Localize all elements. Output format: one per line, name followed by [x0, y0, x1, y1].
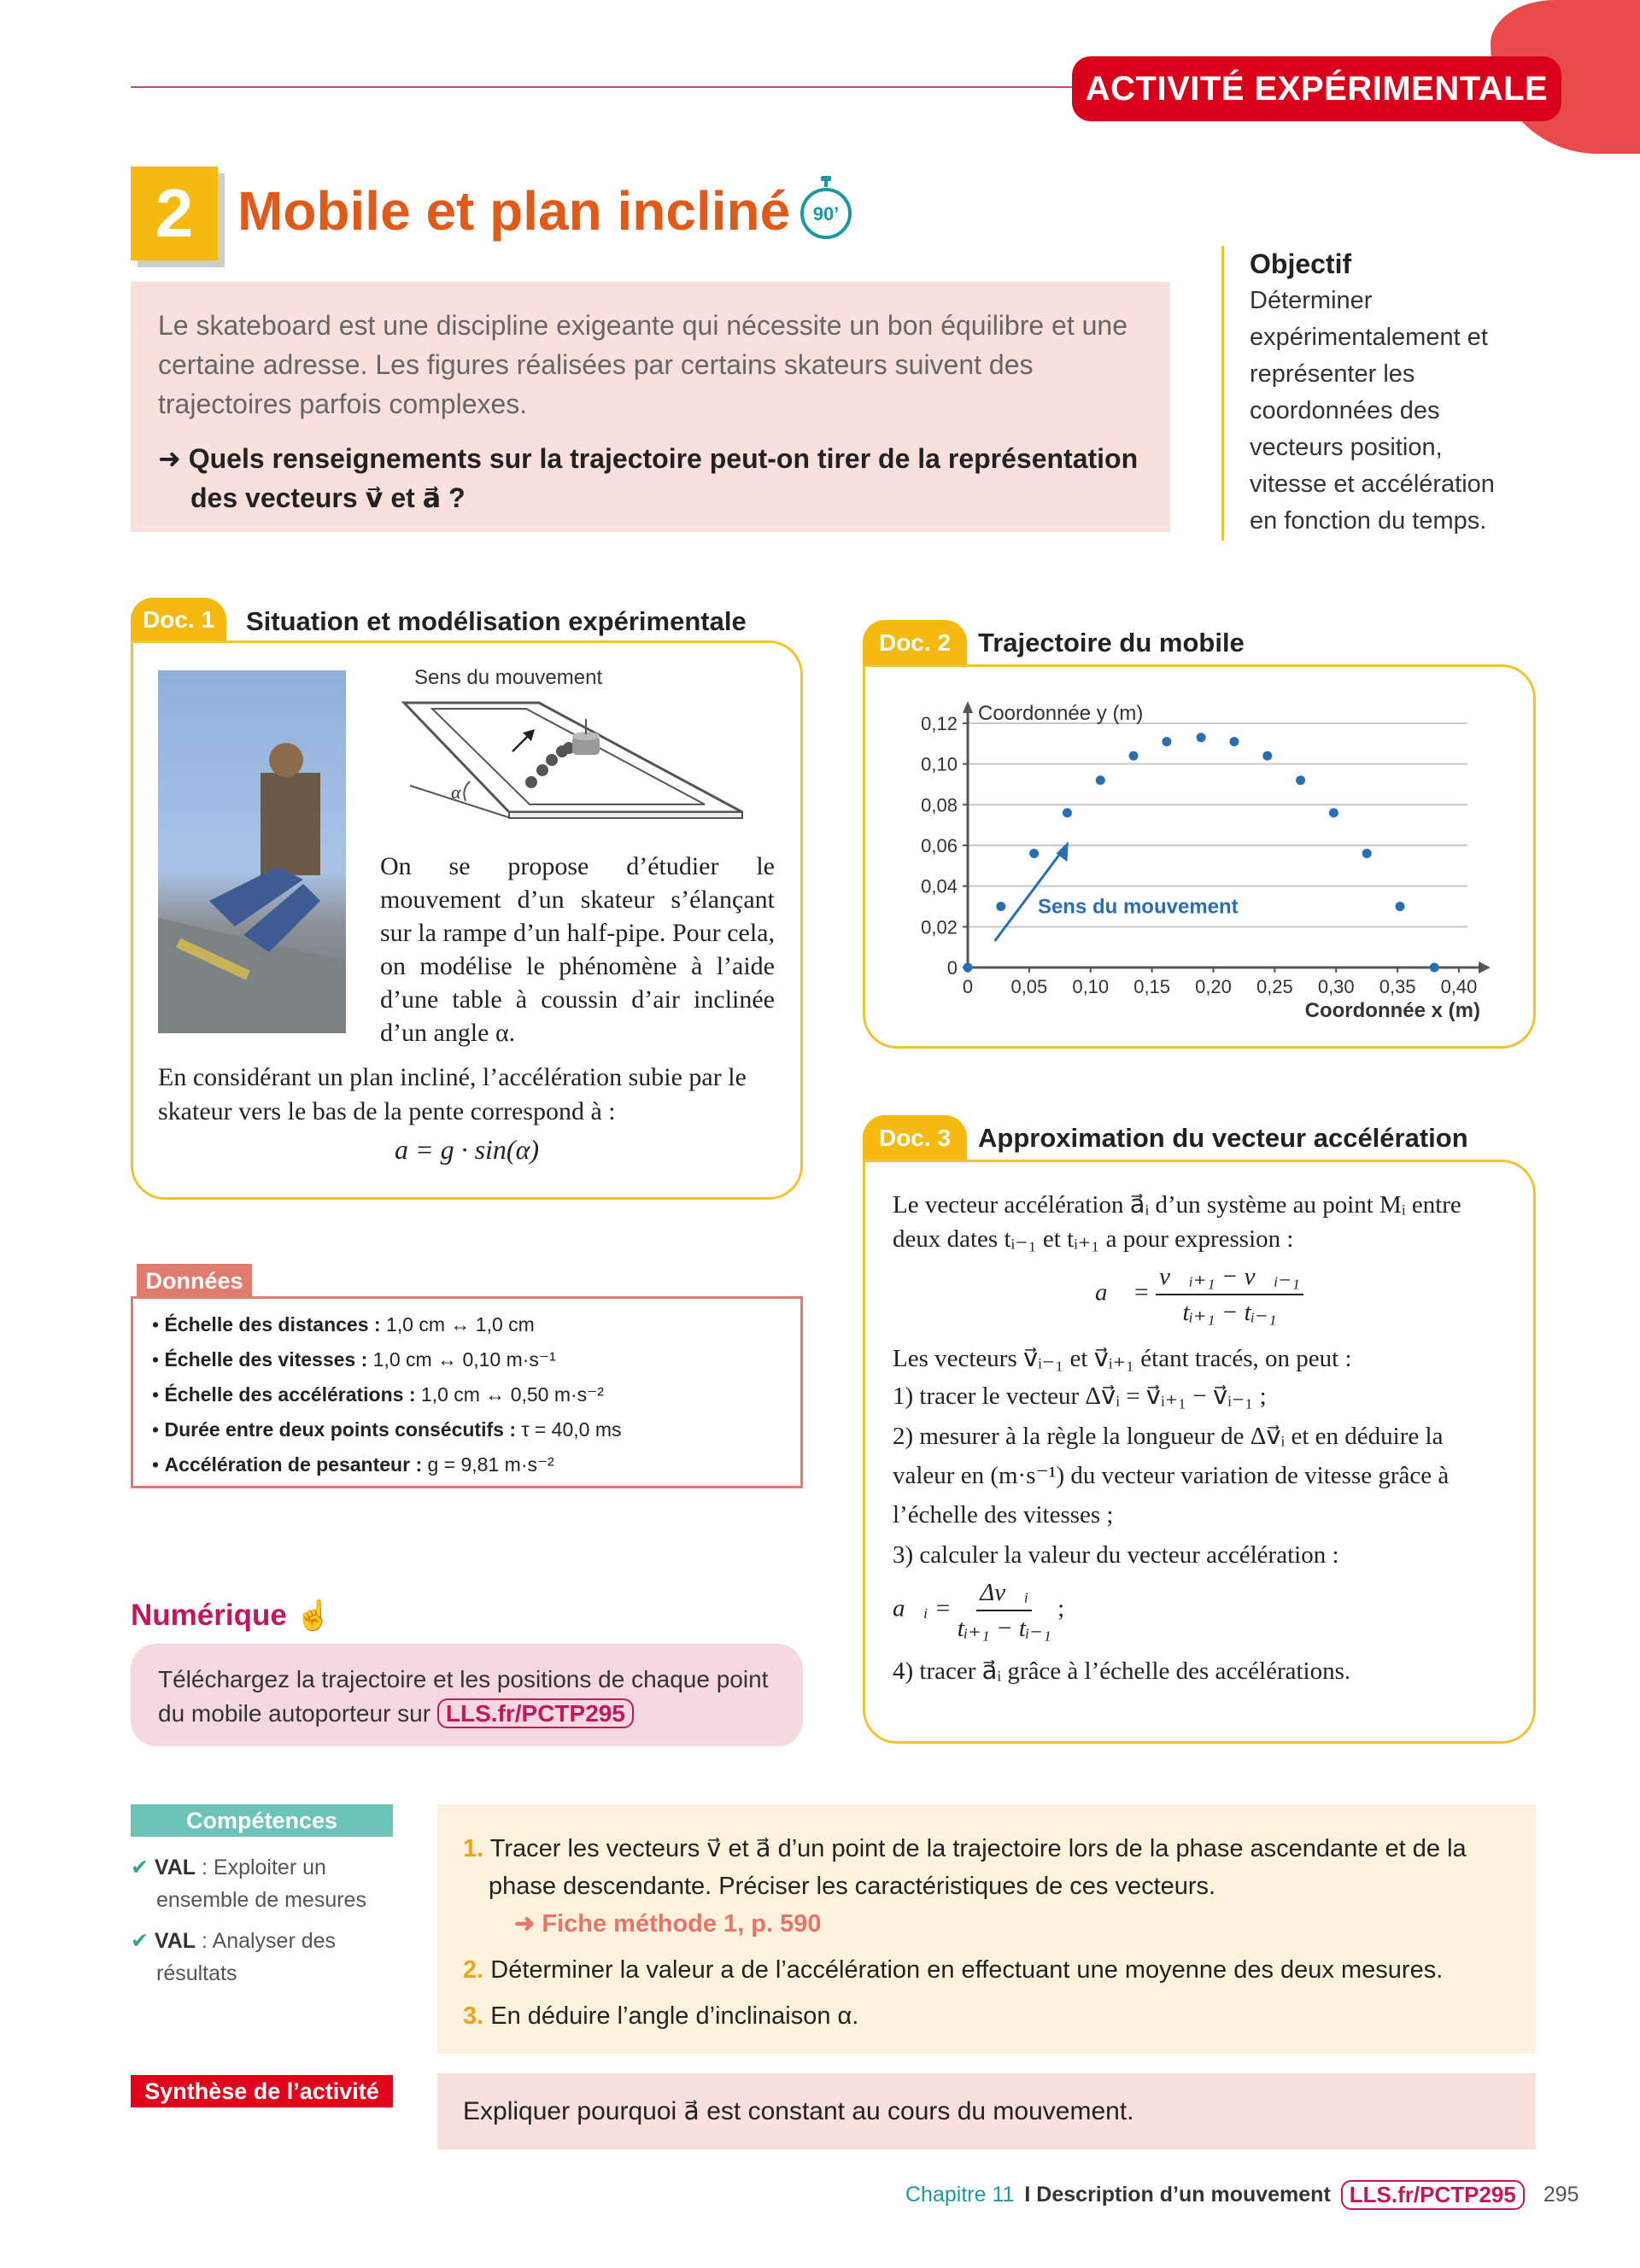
- activity-number: 2: [131, 167, 218, 260]
- objective-text: Déterminer expérimentalement et représenter les coordonnées des vecteurs position, vitesse et accélération en fonction du temps.: [1250, 287, 1495, 535]
- numerique-link[interactable]: LLS.fr/PCTP295: [437, 1698, 634, 1728]
- donnee-item: • Durée entre deux points consécutifs : τ = 40,0 ms: [152, 1418, 622, 1441]
- y-tick-label: 0,04: [921, 875, 958, 897]
- activity-badge: ACTIVITÉ EXPÉRIMENTALE: [1072, 56, 1561, 121]
- intro-text: Le skateboard est une discipline exigeante qui nécessite un bon équilibre et une certaine adresse. Les figures réalisées par certains skateurs suivent des trajectoires parfois complexes.: [158, 310, 1128, 419]
- x-tick-label: 0,20: [1195, 976, 1232, 997]
- doc3-step-2: 2) mesurer à la règle la longueur de Δv⃗ᵢ et en déduire la valeur en (m·s⁻¹) du vecteur variation de vitesse grâce à l’échelle des vitesses ;: [893, 1423, 1450, 1529]
- acceleration-formula: a = g · sin(α): [394, 1134, 540, 1165]
- doc2-box: [863, 664, 1536, 1049]
- objective-title: Objectif: [1250, 248, 1352, 279]
- trajectory-chart: [865, 667, 1533, 1046]
- y-tick-label: 0,06: [921, 835, 958, 856]
- data-point: [1362, 849, 1372, 858]
- method-link[interactable]: ➜ Fiche méthode 1, p. 590: [514, 1910, 822, 1938]
- donnee-item: • Échelle des accélérations : 1,0 cm ↔ 0,50 m·s⁻²: [152, 1383, 604, 1406]
- donnee-item: • Échelle des distances : 1,0 cm ↔ 1,0 cm: [152, 1313, 535, 1336]
- x-tick-label: 0,15: [1133, 976, 1171, 997]
- stopwatch-icon: [799, 176, 853, 241]
- page-title: Mobile et plan incliné: [237, 180, 791, 242]
- doc3-step-4: 4) tracer a⃗ᵢ grâce à l’échelle des accélérations.: [893, 1657, 1351, 1685]
- inclined-plane-diagram: [401, 666, 760, 828]
- data-point: [1029, 849, 1039, 858]
- doc3-box: [863, 1160, 1536, 1744]
- data-point: [964, 963, 973, 973]
- skater-photo: [158, 670, 346, 1033]
- acceleration-vector-formula: a⃗ = $\frac{\text{v⃗ᵢ₊₁ − v⃗ᵢ₋₁}}{\text{tᵢ₊₁ − tᵢ₋₁}}$: [893, 1260, 1506, 1330]
- doc2-title: Trajectoire du mobile: [978, 628, 1245, 658]
- numerique-box: [131, 1644, 803, 1746]
- data-point: [1396, 902, 1405, 911]
- donnees-tab: Données: [137, 1264, 252, 1298]
- y-tick-label: 0: [946, 957, 958, 979]
- footer-section: I Description d’un mouvement: [1024, 2183, 1331, 2207]
- footer: [905, 2180, 1579, 2210]
- doc1-paragraph: On se propose d’étudier le mouvement d’un skateur s’élançant sur la rampe d’un half-pipe. Pour cela, on modélise le phénomène à l’aide d’une table à coussin d’air inclinée d’un angle α.: [380, 852, 775, 1047]
- x-tick-label: 0,10: [1072, 976, 1110, 997]
- x-axis-label: Coordonnée x (m): [1304, 999, 1480, 1022]
- x-tick-label: 0,30: [1317, 976, 1355, 997]
- data-point: [1262, 751, 1272, 761]
- synthese-tab: Synthèse de l’activité: [131, 2075, 393, 2107]
- donnee-item: • Accélération de pesanteur : g = 9,81 m·s⁻²: [152, 1453, 554, 1476]
- header-rule: [131, 86, 1079, 88]
- doc3-title: Approximation du vecteur accélération: [978, 1123, 1468, 1153]
- y-tick-label: 0,02: [921, 916, 958, 938]
- data-point: [996, 902, 1005, 911]
- data-point: [1296, 775, 1305, 785]
- question-3: 3. En déduire l’angle d’inclinaison α.: [463, 2002, 859, 2030]
- x-tick-label: 0,05: [1010, 976, 1048, 997]
- competence-item: ✔ VAL : Exploiter un ensemble de mesures: [131, 1856, 366, 1912]
- doc3-tab: Doc. 3: [863, 1115, 967, 1161]
- x-tick-label: 0,40: [1440, 976, 1478, 997]
- numerique-title: Numérique ☝: [131, 1599, 331, 1632]
- data-point: [1096, 775, 1105, 785]
- y-tick-label: 0,08: [921, 794, 958, 816]
- x-tick-label: 0,25: [1256, 976, 1293, 997]
- doc3-step-1: 1) tracer le vecteur Δv⃗ᵢ = v⃗ᵢ₊₁ − v⃗ᵢ₋₁ ;: [893, 1382, 1267, 1410]
- footer-chapter: Chapitre 11: [905, 2183, 1015, 2207]
- competences-tab: Compétences: [131, 1804, 393, 1837]
- donnee-item: • Échelle des vitesses : 1,0 cm ↔ 0,10 m·s⁻¹: [152, 1348, 556, 1371]
- duration-label: 90’: [812, 203, 840, 225]
- y-tick-label: 0,10: [921, 753, 958, 775]
- footer-link[interactable]: LLS.fr/PCTP295: [1341, 2180, 1525, 2210]
- numerique-text: Téléchargez la trajectoire et les positions de chaque point du mobile autoporteur sur: [158, 1666, 769, 1727]
- motion-annotation: Sens du mouvement: [1037, 895, 1239, 919]
- y-axis-label: Coordonnée y (m): [978, 702, 1144, 725]
- doc3-step-3: 3) calculer la valeur du vecteur accélération :: [893, 1541, 1339, 1569]
- data-point: [1162, 737, 1171, 746]
- doc1-tab: Doc. 1: [131, 598, 226, 642]
- question-1: 1. Tracer les vecteurs v⃗ et a⃗ d’un point de la trajectoire lors de la phase ascendante et de la phase descendante. Préciser les caractéristiques de ces vecteurs. ➜ Fiche méthode 1, p. 590: [463, 1835, 1467, 1938]
- doc2-tab: Doc. 2: [863, 620, 967, 666]
- page-number: 295: [1543, 2183, 1579, 2207]
- data-point: [1430, 963, 1439, 973]
- data-point: [1329, 808, 1338, 817]
- check-icon: ✔: [131, 1856, 149, 1879]
- data-point: [1129, 751, 1139, 761]
- synthese-box: Expliquer pourquoi a⃗ est constant au cours du mouvement.: [437, 2073, 1536, 2149]
- objective-box: [1221, 246, 1512, 541]
- question-2: 2. Déterminer la valeur a de l’accélération en effectuant une moyenne des deux mesures.: [463, 1956, 1444, 1984]
- motion-arrow-head: [1057, 841, 1069, 862]
- doc1-title: Situation et modélisation expérimentale: [246, 606, 747, 636]
- doc1-paragraph-2: En considérant un plan incliné, l’accélération subie par le skateur vers le bas de la pente correspond à :: [158, 1063, 747, 1125]
- competences-list: [131, 1851, 395, 1998]
- data-point: [1229, 737, 1239, 746]
- y-tick-label: 0,12: [921, 713, 958, 734]
- diagram-motion-label: Sens du mouvement: [414, 666, 603, 689]
- y-axis-arrow: [963, 701, 973, 713]
- check-icon: ✔: [131, 1929, 149, 1953]
- doc3-steps-intro: Les vecteurs v⃗ᵢ₋₁ et v⃗ᵢ₊₁ étant tracés, on peut :: [893, 1345, 1352, 1372]
- doc3-intro: Le vecteur accélération a⃗ᵢ d’un système au point Mᵢ entre deux dates tᵢ₋₁ et tᵢ₊₁ a pour expression :: [893, 1191, 1461, 1253]
- x-tick-label: 0,35: [1379, 976, 1416, 997]
- pointer-hand-icon: ☝: [295, 1599, 331, 1632]
- data-point: [1063, 808, 1072, 817]
- intro-question: ➜ Quels renseignements sur la trajectoire peut-on tirer de la représentation des vecteurs v⃗ et a⃗ ?: [158, 443, 1139, 513]
- questions-box: [437, 1804, 1536, 2054]
- intro-box: [131, 282, 1170, 532]
- angle-label: α: [451, 781, 461, 803]
- donnees-box: [131, 1296, 803, 1488]
- data-point: [1197, 733, 1206, 742]
- acceleration-value-formula: a⃗ᵢ = $\frac{\text{Δv⃗ᵢ}}{\text{tᵢ₊₁ − tᵢ₋₁}}$ ;: [893, 1575, 1506, 1645]
- x-tick-label: 0: [962, 976, 974, 997]
- competence-item: ✔ VAL : Analyser des résultats: [131, 1929, 337, 1985]
- x-axis-arrow: [1479, 962, 1491, 973]
